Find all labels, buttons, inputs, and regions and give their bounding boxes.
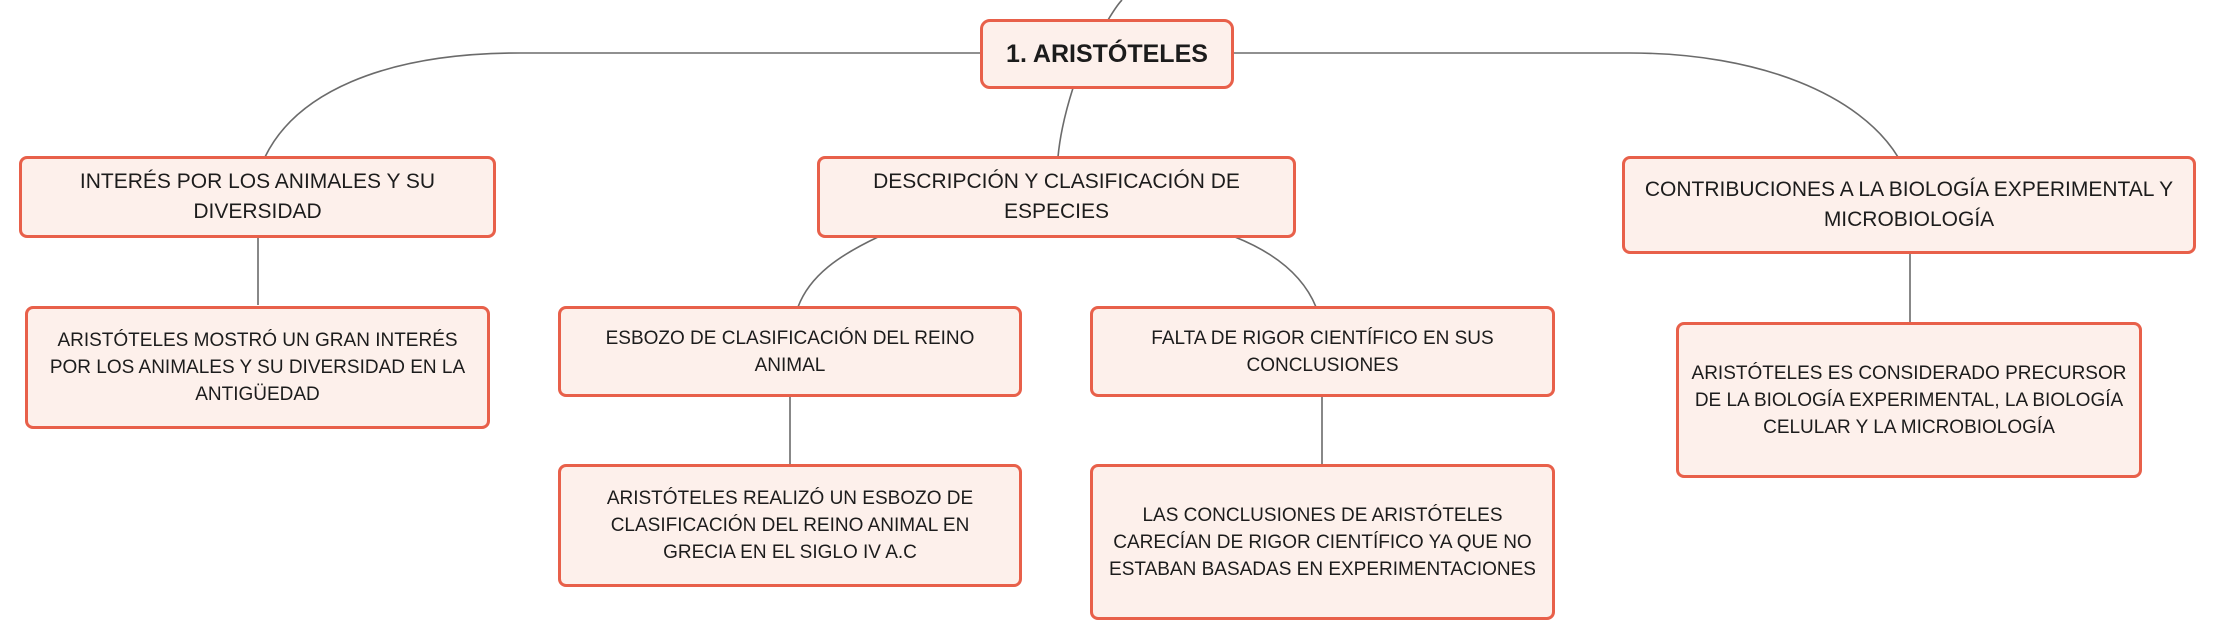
connector-descripcion-to-falta	[1235, 237, 1316, 307]
subtopic-node-label: FALTA DE RIGOR CIENTÍFICO EN SUS CONCLUSIONES	[1151, 327, 1494, 376]
subtopic-node-esbozo-clasificacion[interactable]	[558, 306, 1022, 397]
detail-node-label: ARISTÓTELES MOSTRÓ UN GRAN INTERÉS POR LOS ANIMALES Y SU DIVERSIDAD EN LA ANTIGÜEDAD	[49, 330, 466, 405]
detail-node-esbozo-clasificacion[interactable]	[558, 464, 1022, 587]
topic-node-label: CONTRIBUCIONES A LA BIOLOGÍA EXPERIMENTAL Y MICROBIOLOGÍA	[1644, 178, 2174, 231]
topic-node-descripcion-clasificacion[interactable]	[817, 156, 1296, 238]
detail-node-label: ARISTÓTELES ES CONSIDERADO PRECURSOR DE LA BIOLOGÍA EXPERIMENTAL, LA BIOLOGÍA CELULAR Y LA MICROBIOLOGÍA	[1691, 362, 2127, 438]
topic-node-interes-animales[interactable]	[19, 156, 496, 238]
detail-node-interes-animales[interactable]	[25, 306, 490, 429]
connector-root-to-descripcion	[1058, 88, 1073, 157]
detail-node-label: ARISTÓTELES REALIZÓ UN ESBOZO DE CLASIFICACIÓN DEL REINO ANIMAL EN GRECIA EN EL SIGLO IV A.C	[606, 488, 974, 563]
topic-node-label: DESCRIPCIÓN Y CLASIFICACIÓN DE ESPECIES	[873, 170, 1240, 223]
connector-root-to-interes	[265, 53, 980, 157]
detail-node-label: LAS CONCLUSIONES DE ARISTÓTELES CARECÍAN DE RIGOR CIENTÍFICO YA QUE NO ESTABAN BASADAS EN EXPERIMENTACIONES	[1109, 504, 1536, 580]
topic-node-label: INTERÉS POR LOS ANIMALES Y SU DIVERSIDAD	[79, 170, 436, 223]
root-node[interactable]	[980, 19, 1234, 89]
connector-root-parent	[1108, 0, 1122, 20]
detail-node-contribuciones[interactable]	[1676, 322, 2142, 478]
topic-node-contribuciones[interactable]	[1622, 156, 2196, 254]
connector-descripcion-to-esbozo	[798, 237, 878, 307]
subtopic-node-falta-rigor[interactable]	[1090, 306, 1555, 397]
connector-root-to-contribuciones	[1234, 53, 1898, 157]
root-node-label: 1. ARISTÓTELES	[1006, 39, 1208, 68]
subtopic-node-label: ESBOZO DE CLASIFICACIÓN DEL REINO ANIMAL	[605, 327, 975, 376]
detail-node-falta-rigor[interactable]	[1090, 464, 1555, 620]
